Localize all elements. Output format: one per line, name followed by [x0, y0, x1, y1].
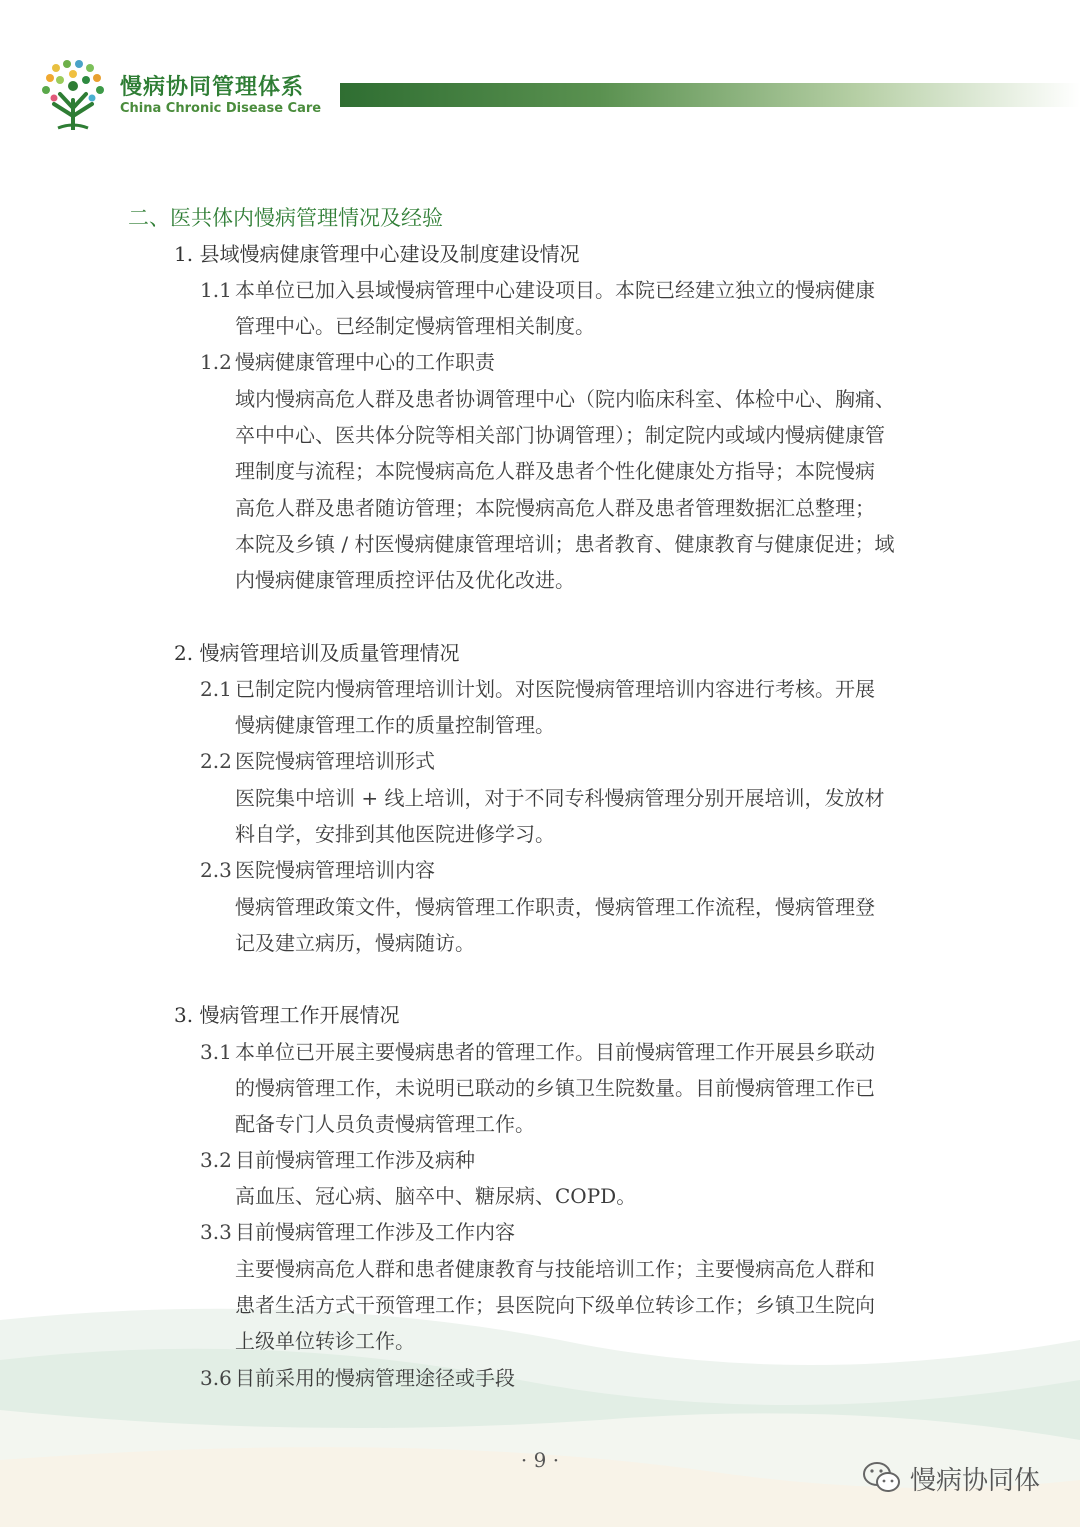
item-heading-3-2: 目前慢病管理工作涉及病种 [235, 1148, 475, 1172]
watermark-text: 慢病协同体 [910, 1465, 1041, 1496]
paragraph-line: 的慢病管理工作，未说明已联动的乡镇卫生院数量。目前慢病管理工作已 [235, 1076, 875, 1100]
paragraph-line: 记及建立病历，慢病随访。 [235, 931, 475, 955]
paragraph-line: 卒中中心、医共体分院等相关部门协调管理）；制定院内或域内慢病健康管 [235, 423, 885, 447]
brand-name-en: China Chronic Disease Care [120, 101, 322, 116]
paragraph-line: 内慢病健康管理质控评估及优化改进。 [235, 568, 575, 592]
item-heading-1-2: 慢病健康管理中心的工作职责 [235, 350, 495, 374]
paragraph-line: 慢病健康管理工作的质量控制管理。 [235, 713, 555, 737]
paragraph-line: 高危人群及患者随访管理；本院慢病高危人群及患者管理数据汇总整理； [235, 496, 875, 520]
item-number-3-1: 3.1 [200, 1040, 232, 1064]
wechat-watermark [862, 1458, 1040, 1498]
paragraph-line: 配备专门人员负责慢病管理工作。 [235, 1112, 535, 1136]
brand-name-cn: 慢病协同管理体系 [120, 75, 305, 100]
paragraph-line: 上级单位转诊工作。 [235, 1329, 415, 1353]
paragraph-line: 理制度与流程；本院慢病高危人群及患者个性化健康处方指导；本院慢病 [235, 459, 875, 483]
paragraph-line: 管理中心。已经制定慢病管理相关制度。 [235, 314, 595, 338]
item-heading-2-2: 医院慢病管理培训形式 [235, 749, 435, 773]
paragraph-line: 本院及乡镇 / 村医慢病健康管理培训；患者教育、健康教育与健康促进；域 [235, 532, 895, 556]
item-number-2-1: 2.1 [200, 677, 232, 701]
item-number-3-6: 3.6 [200, 1366, 232, 1390]
subsection-title-3: 3. 慢病管理工作开展情况 [174, 1003, 400, 1027]
item-number-3-3: 3.3 [200, 1220, 232, 1244]
paragraph-line: 本单位已开展主要慢病患者的管理工作。目前慢病管理工作开展县乡联动 [235, 1040, 875, 1064]
section-title: 二、医共体内慢病管理情况及经验 [128, 206, 443, 230]
page-header [0, 0, 1080, 140]
paragraph-line: 域内慢病高危人群及患者协调管理中心（院内临床科室、体检中心、胸痛、 [235, 387, 895, 411]
item-number-2-2: 2.2 [200, 749, 232, 773]
item-heading-2-3: 医院慢病管理培训内容 [235, 858, 435, 882]
header-gradient-bar [340, 83, 1080, 107]
subsection-title-2: 2. 慢病管理培训及质量管理情况 [174, 641, 460, 665]
paragraph-line: 慢病管理政策文件，慢病管理工作职责，慢病管理工作流程，慢病管理登 [235, 895, 875, 919]
item-heading-3-3: 目前慢病管理工作涉及工作内容 [235, 1220, 515, 1244]
item-number-2-3: 2.3 [200, 858, 232, 882]
paragraph-line: 已制定院内慢病管理培训计划。对医院慢病管理培训内容进行考核。开展 [235, 677, 875, 701]
tree-logo-icon [40, 60, 106, 130]
item-number-3-2: 3.2 [200, 1148, 232, 1172]
wechat-icon [862, 1461, 902, 1495]
item-heading-3-6: 目前采用的慢病管理途径或手段 [235, 1366, 515, 1390]
paragraph-line: 高血压、冠心病、脑卒中、糖尿病、COPD。 [235, 1184, 637, 1208]
item-number-1-1: 1.1 [200, 278, 232, 302]
item-number-1-2: 1.2 [200, 350, 232, 374]
paragraph-line: 主要慢病高危人群和患者健康教育与技能培训工作；主要慢病高危人群和 [235, 1257, 875, 1281]
subsection-title-1: 1. 县域慢病健康管理中心建设及制度建设情况 [174, 242, 580, 266]
paragraph-line: 患者生活方式干预管理工作；县医院向下级单位转诊工作；乡镇卫生院向 [235, 1293, 875, 1317]
paragraph-line: 医院集中培训 + 线上培训，对于不同专科慢病管理分别开展培训，发放材 [235, 786, 885, 810]
paragraph-line: 本单位已加入县域慢病管理中心建设项目。本院已经建立独立的慢病健康 [235, 278, 875, 302]
paragraph-line: 料自学，安排到其他医院进修学习。 [235, 822, 555, 846]
page-number: · 9 · [520, 1448, 560, 1472]
